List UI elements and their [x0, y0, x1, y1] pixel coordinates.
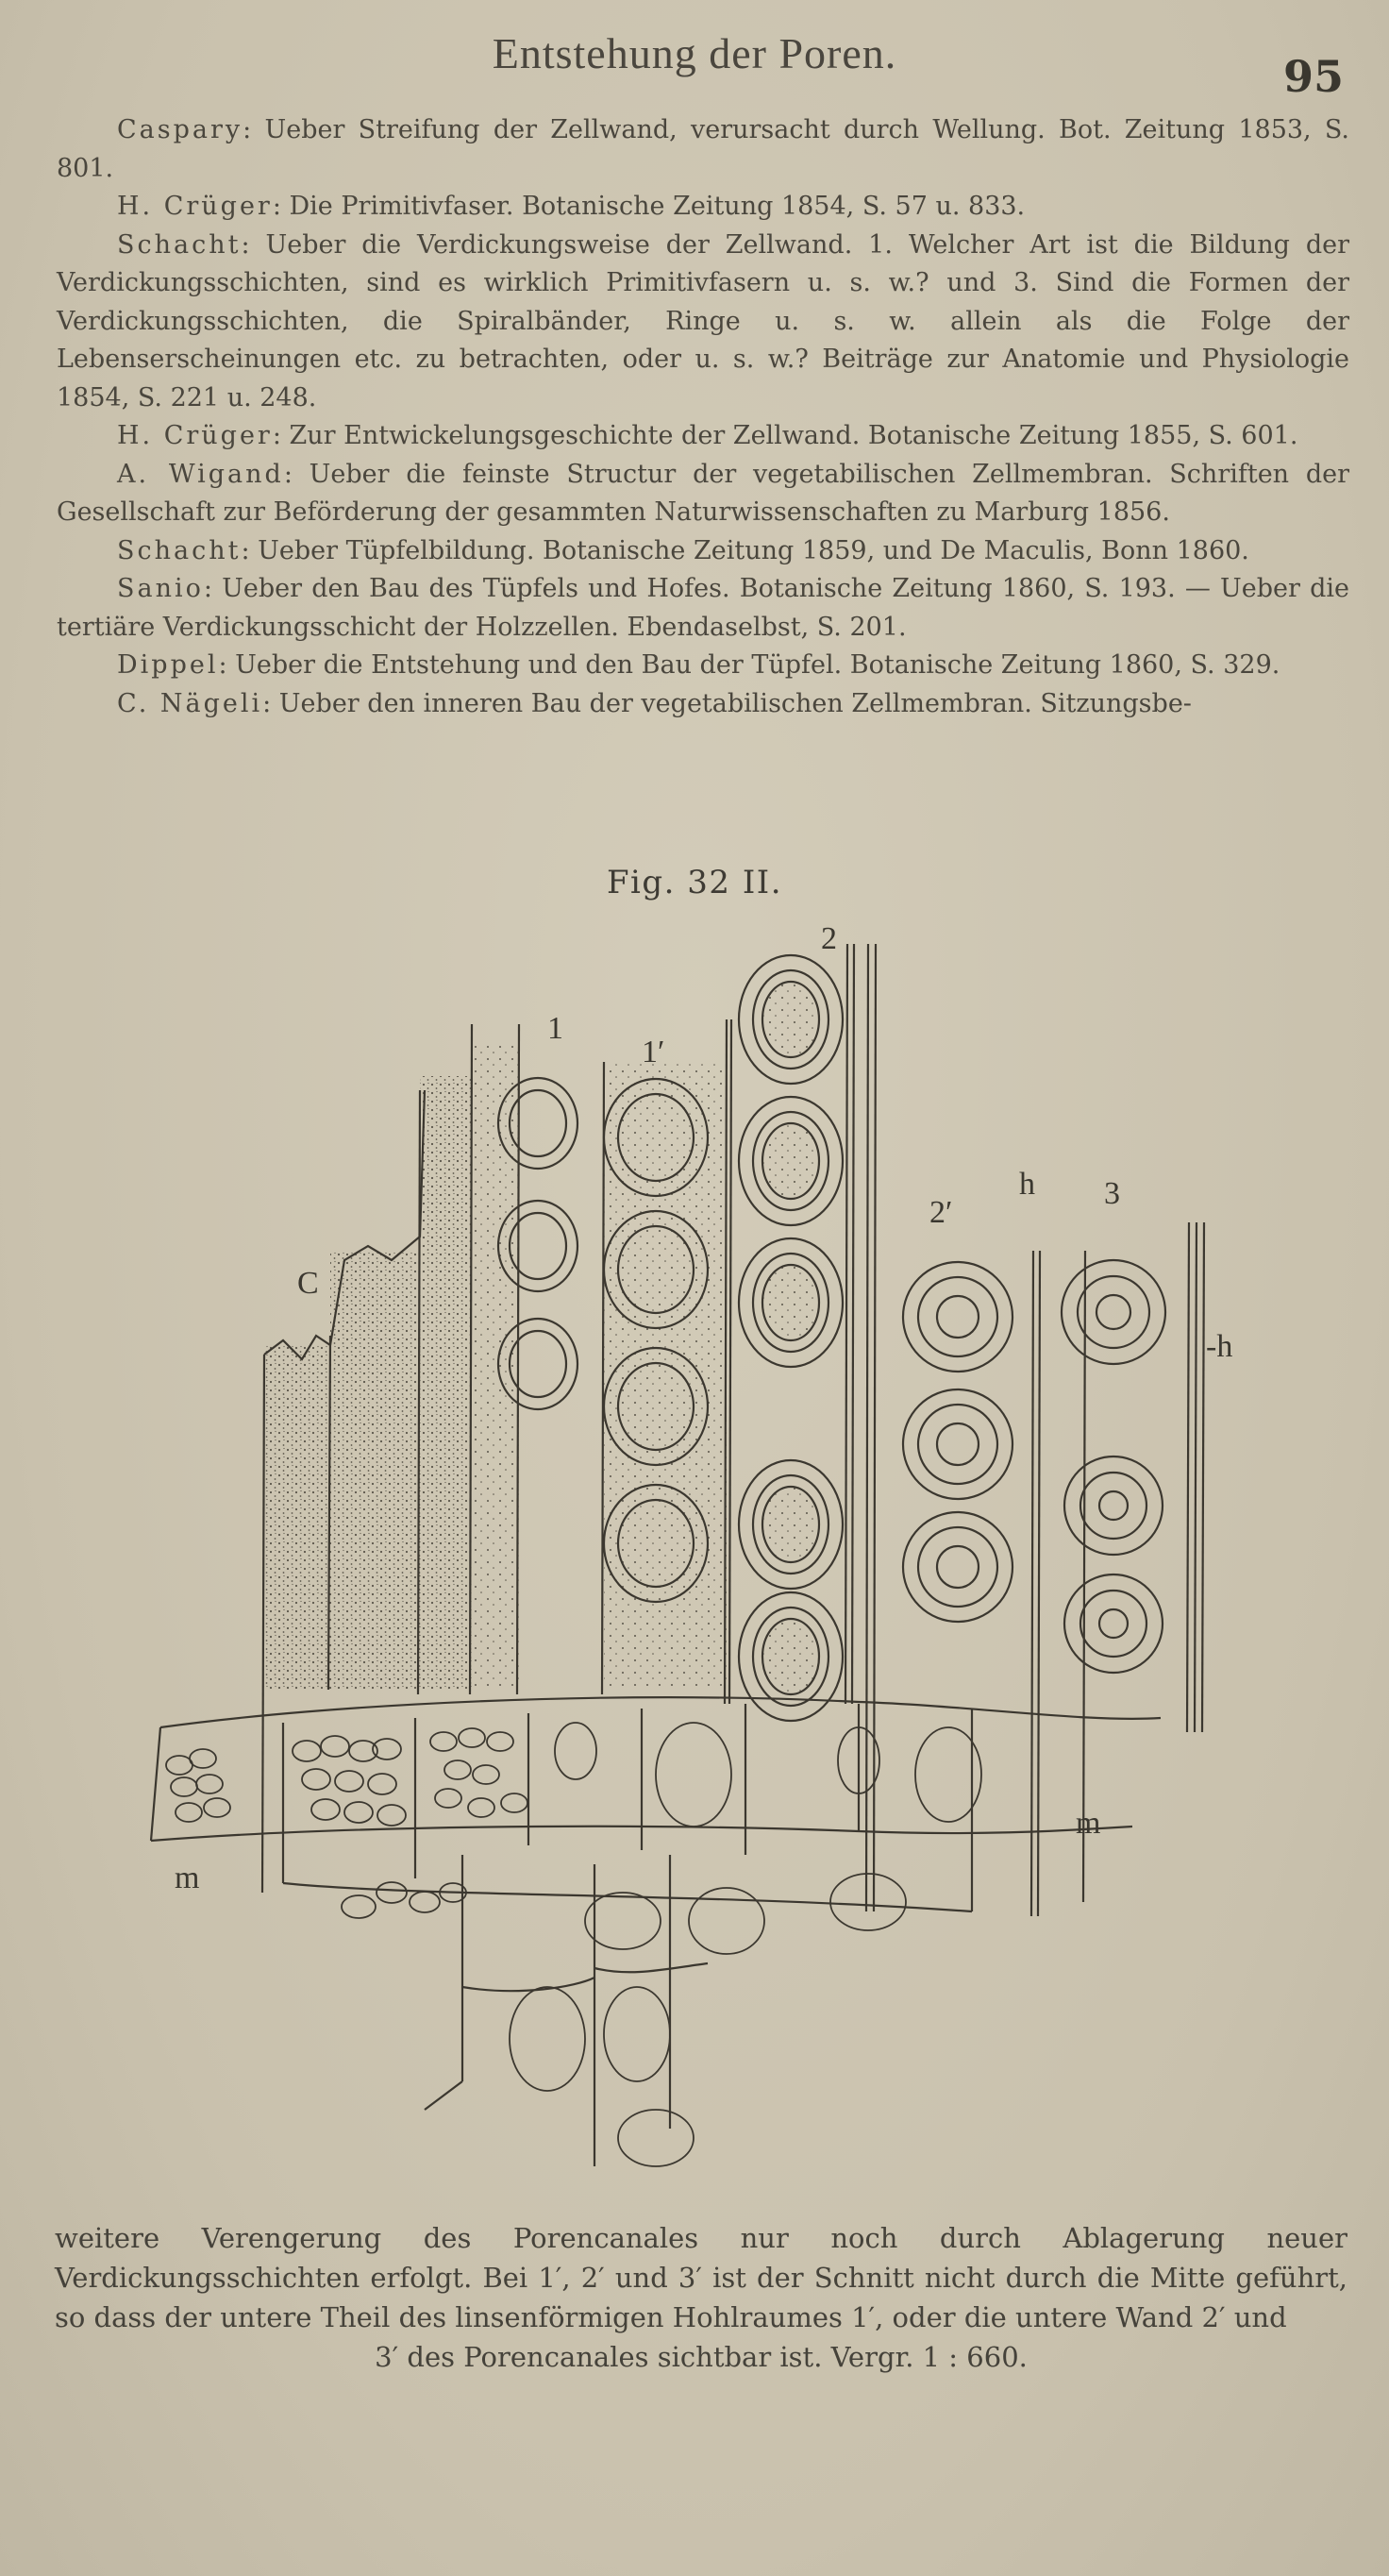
page-header [0, 28, 1389, 102]
stippled-cell [472, 1043, 519, 1690]
reference-author: C. Nägeli [117, 688, 263, 718]
page-number: 95 [1282, 51, 1344, 102]
label-m-right: m [1076, 1806, 1101, 1841]
cell-section-drawing [142, 920, 1368, 2204]
reference-author: Schacht [117, 535, 242, 565]
bordered-pit [739, 1097, 843, 1225]
reference-item [57, 532, 1349, 571]
bordered-pit [903, 1512, 1012, 1622]
label-1: 1 [547, 1011, 563, 1046]
reference-author: Schacht [117, 229, 242, 260]
label-2: 2 [821, 921, 837, 956]
figure-caption [55, 2218, 1347, 2377]
reference-text: : Ueber den Bau des Tüpfels und Hofes. Botanische Zeitung 1860, S. 193. — Ueber die tertiäre Verdickungsschicht der Holzzellen. Ebendaselbst, S. 201. [57, 574, 1349, 642]
figure-title: Fig. 32 II. [606, 864, 783, 901]
bordered-pit [1064, 1456, 1163, 1555]
reference-item [57, 188, 1349, 227]
caption-text-end: 3′ des Porencanales sichtbar ist. Vergr. 1 : 660. [375, 2341, 1028, 2373]
reference-text: : Die Primitivfaser. Botanische Zeitung 1854, S. 57 u. 833. [272, 192, 1026, 221]
reference-author: H. Crüger [117, 192, 273, 221]
reference-item [57, 685, 1349, 724]
bordered-pit [1062, 1260, 1165, 1364]
bordered-pit [498, 1319, 577, 1409]
label-h-top: h [1019, 1167, 1035, 1202]
reference-text: : Ueber die Verdickungsweise der Zellwand. 1. Welcher Art ist die Bildung der Verdickungsschichten, sind es wirklich Primitivfasern u. s. w.? und 3. Sind die Formen der Verdickungsschichten, die Spiralbänder, Ringe u. s. w. allein als die Folge der Lebenserscheinungen etc. zu betrachten, oder u. s. w.? Beiträge zur Anatomie und Physiologie 1854, S. 221 u. 248. [57, 229, 1349, 412]
label-3: 3 [1104, 1176, 1120, 1211]
reference-item [57, 456, 1349, 532]
reference-author: Caspary [117, 115, 243, 144]
figure-illustration [142, 920, 1368, 2204]
label-h-right: -h [1206, 1329, 1233, 1364]
reference-item [57, 417, 1349, 456]
reference-item [57, 570, 1349, 647]
bordered-pit [739, 1238, 843, 1367]
bordered-pit [739, 1460, 843, 1589]
reference-text: : Ueber den inneren Bau der vegetabilischen Zellmembran. Sitzungsbe- [262, 688, 1192, 718]
reference-item [57, 227, 1349, 418]
stippled-cell [420, 1076, 472, 1690]
running-title: Entstehung der Poren. [492, 29, 897, 77]
label-2-prime: 2′ [929, 1195, 953, 1230]
label-m-left: m [175, 1860, 200, 1895]
reference-text: : Ueber Streifung der Zellwand, verursacht durch Wellung. Bot. Zeitung 1853, S. 801. [57, 115, 1349, 183]
reference-item [57, 111, 1349, 188]
bordered-pit [498, 1078, 577, 1169]
stippled-cell [264, 1345, 330, 1690]
label-1-prime: 1′ [642, 1035, 665, 1069]
label-c: C [297, 1266, 319, 1301]
reference-text: : Ueber Tüpfelbildung. Botanische Zeitung 1859, und De Maculis, Bonn 1860. [241, 535, 1249, 565]
bordered-pit [903, 1262, 1012, 1372]
reference-text: : Ueber die Entstehung und den Bau der Tüpfel. Botanische Zeitung 1860, S. 329. [218, 650, 1280, 680]
reference-item [57, 647, 1349, 685]
reference-text: : Ueber die feinste Structur der vegetabilischen Zellmembran. Schriften der Gesellschaft zur Beförderung der gesammten Naturwissenschaften zu Marburg 1856. [57, 459, 1349, 527]
reference-text: : Zur Entwickelungsgeschichte der Zellwand. Botanische Zeitung 1855, S. 601. [272, 421, 1298, 450]
bordered-pit [1064, 1574, 1163, 1673]
bordered-pit [739, 1592, 843, 1721]
reference-author: Sanio [117, 574, 204, 603]
reference-author: H. Crüger [117, 421, 273, 450]
reference-list [57, 111, 1349, 723]
reference-author: Dippel [117, 650, 219, 680]
bordered-pit [903, 1389, 1012, 1499]
bordered-pit [498, 1201, 577, 1291]
reference-author: A. Wigand [117, 459, 284, 489]
caption-text: weitere Verengerung des Porencanales nur noch durch Ablagerung neuer Verdickungsschichten erfolgt. Bei 1′, 2′ und 3′ ist der Schnitt nicht durch die Mitte geführt, so dass der untere Theil des linsenförmigen Hohlraumes 1′, oder die untere Wand 2′ und [55, 2222, 1347, 2333]
bordered-pit [739, 955, 843, 1084]
stippled-cell [330, 1251, 420, 1690]
